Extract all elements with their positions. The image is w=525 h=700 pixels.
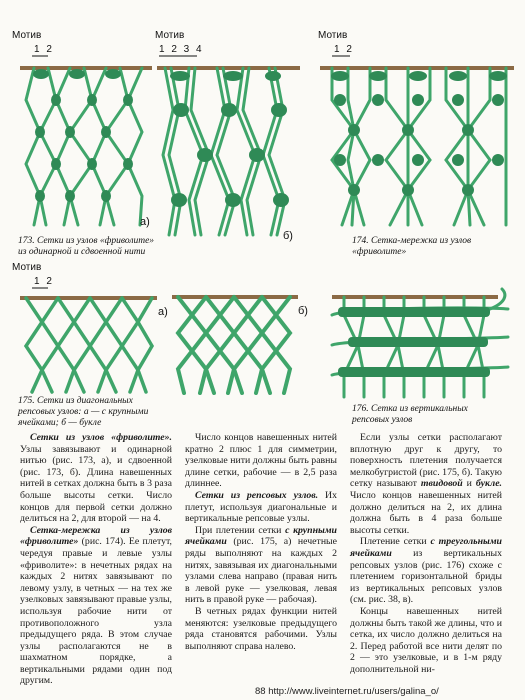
caption-176: 176. Сетка из вертикальных репсовых узлов — [352, 404, 468, 425]
motif-label: Мотив — [318, 30, 348, 41]
heading-reps-nets: Сетки из репсовых узлов. — [195, 489, 319, 501]
motif-label: Мотив — [155, 30, 185, 41]
paragraph-text: Их плетут, используя диагональные и вертикальные репсовые узлы. — [185, 489, 337, 525]
paragraph-text: При плетении сетки — [195, 524, 286, 536]
figure-173a — [12, 30, 152, 230]
heading-frivolite-nets: Сетки из узлов «фриволите». — [30, 432, 172, 443]
term-large-cells: с крупными ячейками — [185, 524, 337, 548]
figure-173b — [155, 30, 305, 240]
caption-173: 173. Сетки из узлов «фриволите» из одинарной и сдвоенной нити — [18, 236, 155, 257]
term-tweed: твидовой — [420, 478, 463, 490]
paragraph-text: Концы навешенных нитей должны быть такой же длины, что и сетка, их число должно делиться на 2. Перед работой все нити делят по 2 — это узелковые, и в 1-м ряду дополнительной ни- — [350, 605, 502, 675]
text-column-2 — [185, 432, 337, 652]
figure-letter: а) — [140, 216, 150, 228]
heading-frivolite-mesh: Сетка-мережка из узлов «фриволите» — [20, 524, 172, 548]
paragraph-text: Если узлы сетки располагают вплотную друг к другу, то поверхность плетения получается мелкобугристой (рис. 175, б). Такую сетку называют — [350, 432, 502, 490]
motif-label: Мотив — [12, 262, 42, 273]
page-footer-url[interactable]: 88 http://www.liveinternet.ru/users/galina_o/ — [255, 686, 439, 697]
paragraph-text: (рис. 175, а) нечетные ряды выполняют на каждых 2 нитях, завязывая их диагональными узлами слева направо (правая нить в левой руке — узелковая, левая нить в правой руке — рабочая). — [185, 536, 337, 606]
knot-net-illustration — [330, 285, 515, 400]
motif-numbers: 1 2 — [34, 44, 54, 55]
figure-176 — [330, 285, 515, 400]
knot-net-illustration — [170, 285, 320, 395]
figure-175a — [12, 262, 172, 394]
paragraph-text: Плетение сетки — [360, 536, 431, 548]
term-triangular-cells: с треугольными ячейками — [350, 536, 502, 559]
caption-174: 174. Сетка-мережка из узлов «фриволите» — [352, 236, 472, 257]
knot-net-illustration — [155, 30, 305, 240]
knot-net-illustration — [318, 30, 518, 230]
caption-175: 175. Сетки из диагональных репсовых узлов: а — с крупными ячейками; б — букле — [18, 396, 149, 428]
figure-letter: б) — [298, 305, 308, 317]
motif-numbers: 1 2 — [34, 276, 54, 287]
paragraph-text: Узлы завязывают и одинарной нитью (рис. 173, а), и сдвоенной (рис. 173, б). Длина навешенных нитей в сетках должна быть в 3 раза больше высоты сетки. Число концов для первой сетки должно делиться на 2, для второй — на 4. — [20, 443, 172, 525]
text-column-3 — [350, 432, 502, 675]
knot-net-illustration — [12, 30, 152, 230]
paragraph-text: и — [462, 478, 476, 490]
term-boucle: букле. — [475, 478, 502, 490]
paragraph-text: (рис. 174). Ее плетут, чередуя правые и левые узлы «фриволите»: в нечетных рядах на каждых 2 нитях завязывают по левому узлу, в четных — на тех же узелковых завязывают правые узлы, используя рабочие нити от противоположного узла предыдущего ряда. В этом случае узлы располагаются не в шахматном порядке, а вертикальными рядами один под другим. — [20, 536, 172, 687]
paragraph-text: Число концов навешенных нитей должно делиться на 2, их длина должна быть в 4 раза больше высоты сетки. — [350, 489, 502, 536]
motif-numbers: 1 2 3 4 — [159, 44, 204, 55]
text-column-1 — [20, 432, 172, 687]
figure-175b — [170, 285, 320, 395]
figure-letter: б) — [283, 230, 293, 242]
paragraph-text: В четных рядах функции нитей меняются: узелковые предыдущего ряда становятся рабочими. Узлы выполняют справа налево. — [185, 605, 337, 652]
paragraph-text: Число концов навешенных нитей кратно 2 плюс 1 для симметрии, узелковые нити должны быть равны длине сетки, рабочие — в 2,5 раза длиннее. — [185, 432, 337, 490]
motif-numbers: 1 2 — [334, 44, 354, 55]
figure-174 — [318, 30, 518, 230]
figure-letter: а) — [158, 306, 168, 318]
motif-label: Мотив — [12, 30, 42, 41]
paragraph-text: из вертикальных репсовых узлов (рис. 176) схоже с плетением горизонтальной бриды из вертикальных репсовых узлов (см. рис. 38, в). — [350, 547, 502, 606]
